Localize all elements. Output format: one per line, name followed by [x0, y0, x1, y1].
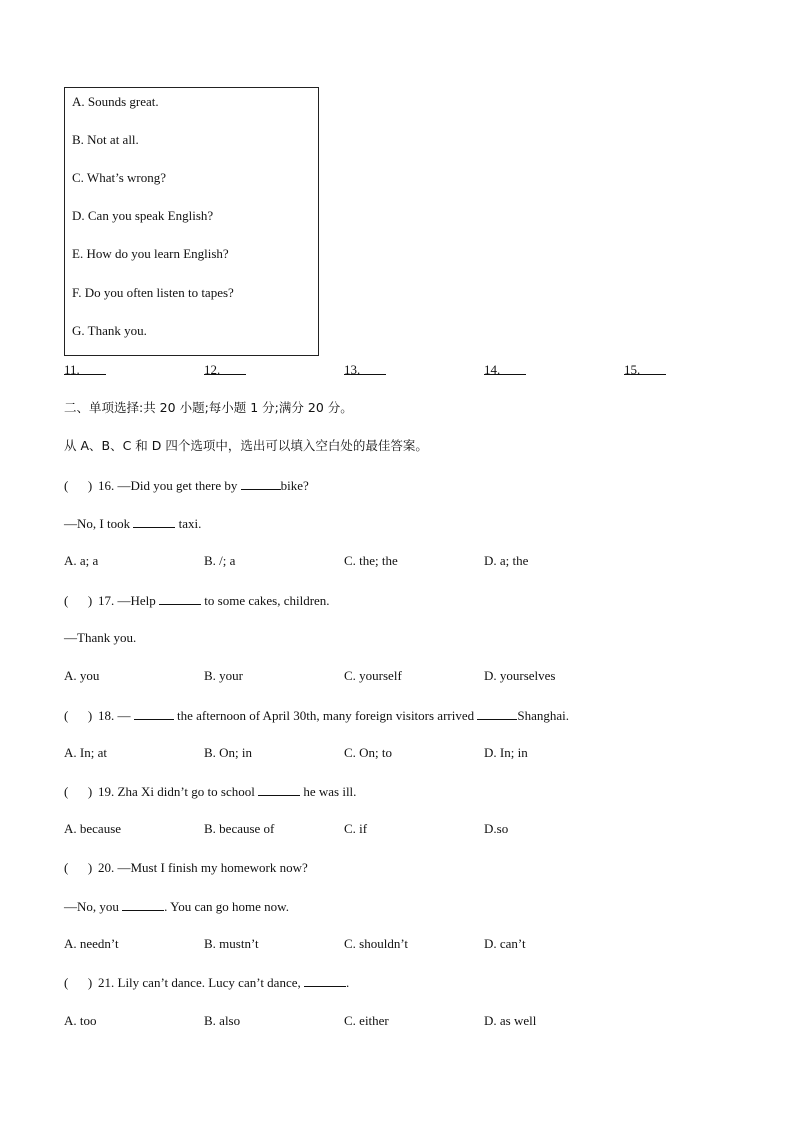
- section-heading: 二、单项选择:共 20 小题;每小题 1 分;满分 20 分。: [64, 400, 353, 415]
- choice-d[interactable]: D. a; the: [484, 553, 529, 568]
- question-17-reply: —Thank you.: [64, 630, 137, 645]
- reply-text: —No, I took: [64, 516, 134, 531]
- question-19-stem: [64, 783, 356, 800]
- stem-text: he was ill.: [300, 784, 357, 799]
- answer-number: 13.: [344, 362, 361, 377]
- choice-c[interactable]: C. either: [344, 1013, 389, 1028]
- blank-line: [204, 362, 246, 375]
- stem-text: 16. —Did you get there by: [98, 478, 241, 493]
- choice-b[interactable]: B. On; in: [204, 745, 253, 760]
- option-e: E. How do you learn English?: [72, 246, 229, 261]
- choice-d[interactable]: D. yourselves: [484, 668, 556, 683]
- choice-c[interactable]: C. if: [344, 821, 368, 836]
- blank-line: [134, 707, 174, 720]
- answer-paren[interactable]: ( ): [64, 975, 93, 990]
- choice-c[interactable]: C. yourself: [344, 668, 402, 683]
- blank-line: [122, 898, 164, 911]
- choice-d[interactable]: D.so: [484, 821, 509, 836]
- choice-a[interactable]: A. a; a: [64, 553, 99, 568]
- answer-number: 11.: [64, 362, 80, 377]
- answer-paren[interactable]: ( ): [64, 593, 93, 608]
- choice-b[interactable]: B. also: [204, 1013, 241, 1028]
- choice-c[interactable]: C. the; the: [344, 553, 398, 568]
- choice-a[interactable]: A. you: [64, 668, 100, 683]
- choice-b[interactable]: B. mustn’t: [204, 936, 259, 951]
- question-16-stem: [64, 477, 309, 494]
- stem-text: the afternoon of April 30th, many foreign visitors arrived: [173, 708, 478, 723]
- option-d: D. Can you speak English?: [72, 208, 214, 223]
- blank-line: [133, 515, 175, 528]
- blank-line: [344, 362, 386, 375]
- answer-paren[interactable]: ( ): [64, 708, 93, 723]
- blank-line: [258, 783, 300, 796]
- choice-c[interactable]: C. shouldn’t: [344, 936, 409, 951]
- choice-a[interactable]: A. because: [64, 821, 122, 836]
- choice-b[interactable]: B. /; a: [204, 553, 236, 568]
- option-b: B. Not at all.: [72, 132, 139, 147]
- blank-line: [624, 362, 666, 375]
- question-17-stem: [64, 592, 330, 609]
- option-a: A. Sounds great.: [72, 94, 159, 109]
- choice-a[interactable]: A. needn’t: [64, 936, 119, 951]
- answer-paren[interactable]: ( ): [64, 784, 93, 799]
- question-21-stem: [64, 974, 349, 991]
- stem-text: to some cakes, children.: [201, 593, 330, 608]
- blank-line: [304, 974, 346, 987]
- choice-a[interactable]: A. too: [64, 1013, 97, 1028]
- choice-d[interactable]: D. as well: [484, 1013, 537, 1028]
- option-f: F. Do you often listen to tapes?: [72, 285, 234, 300]
- blank-line: [484, 362, 526, 375]
- answer-number: 12.: [204, 362, 221, 377]
- option-c: C. What’s wrong?: [72, 170, 166, 185]
- stem-text: bike?: [280, 478, 309, 493]
- answer-number: 15.: [624, 362, 641, 377]
- stem-text: 21. Lily can’t dance. Lucy can’t dance,: [98, 975, 304, 990]
- blank-line: [64, 362, 106, 375]
- stem-text: 17. —Help: [98, 593, 160, 608]
- blank-line: [477, 707, 517, 720]
- blank-line: [159, 592, 201, 605]
- question-20-reply: [64, 898, 289, 915]
- reply-text: —No, you: [64, 899, 123, 914]
- choice-b[interactable]: B. because of: [204, 821, 275, 836]
- stem-text: 19. Zha Xi didn’t go to school: [98, 784, 259, 799]
- question-20-stem: [64, 860, 308, 876]
- stem-text: 20. —Must I finish my homework now?: [98, 860, 308, 875]
- stem-text: Shanghai.: [517, 708, 570, 723]
- choice-b[interactable]: B. your: [204, 668, 243, 683]
- question-18-stem: [64, 707, 569, 724]
- option-g: G. Thank you.: [72, 323, 147, 338]
- blank-line: [241, 477, 281, 490]
- reply-text: taxi.: [175, 516, 202, 531]
- reply-text: . You can go home now.: [164, 899, 289, 914]
- choice-d[interactable]: D. can’t: [484, 936, 526, 951]
- answer-paren[interactable]: ( ): [64, 860, 93, 875]
- answer-number: 14.: [484, 362, 501, 377]
- question-16-reply: [64, 515, 201, 532]
- options-box: [64, 87, 319, 356]
- choice-c[interactable]: C. On; to: [344, 745, 393, 760]
- answer-paren[interactable]: ( ): [64, 478, 93, 493]
- choice-a[interactable]: A. In; at: [64, 745, 107, 760]
- stem-text: 18. —: [98, 708, 134, 723]
- section-instruction: 从 A、B、C 和 D 四个选项中，选出可以填入空白处的最佳答案。: [64, 438, 428, 453]
- stem-text: .: [346, 975, 350, 990]
- choice-d[interactable]: D. In; in: [484, 745, 528, 760]
